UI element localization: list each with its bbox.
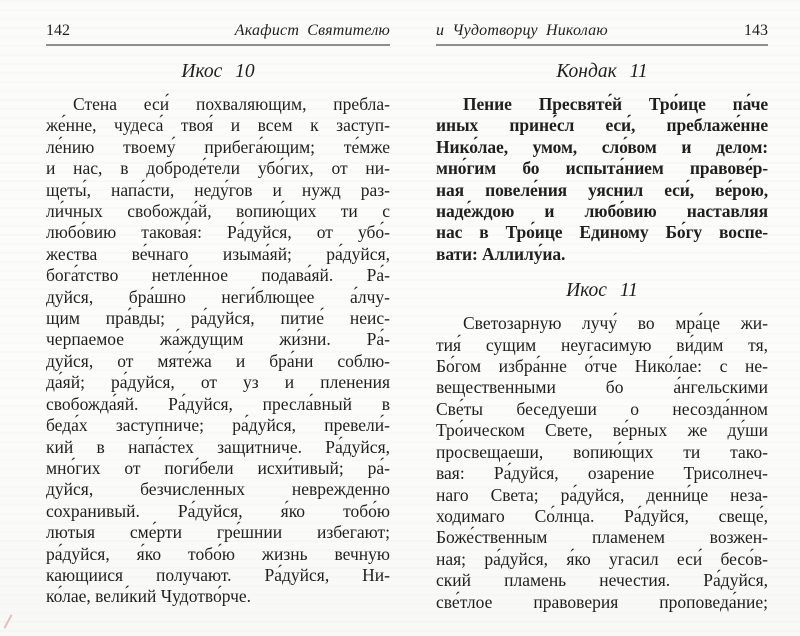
text-line: мно́гим бо испыта́нием правове́р- xyxy=(436,158,768,179)
text-line: просвещаеши, вопию́щих ти тако- xyxy=(436,441,768,462)
text-line: ле́нию твоему́ прибега́ющим; те́мже xyxy=(46,136,390,157)
paragraph xyxy=(436,313,768,613)
text-line: лютыя сме́рти гре́шнии избегают; xyxy=(46,522,390,543)
page-body-left xyxy=(46,61,390,608)
paragraph xyxy=(436,94,768,265)
text-line: Бо́гом избра́нне о́тче Нико́лае: с не- xyxy=(436,356,768,377)
section-heading: Икос 10 xyxy=(181,61,255,82)
text-line: ная повеле́ния уяснил еси́, ве́рою, xyxy=(436,179,768,200)
section-heading: Икос 11 xyxy=(566,280,638,302)
text-line: Пение Пресвяте́й Тро́ице па́че xyxy=(463,94,768,114)
text-line: ходимаго Со́лнца. Ра́дуйся, свеще́, xyxy=(436,505,768,526)
text-line: наго Света; ра́дуйся, денни́це неза- xyxy=(436,484,768,505)
text-line: и нас, в доброде́тели убо́гих, от ни- xyxy=(46,158,390,179)
text-line: наде́ждою и любо́вию наставляя xyxy=(436,201,768,222)
text-line: вати: Аллилу́иа. xyxy=(436,243,566,264)
text-line: свобожда́яй. Ра́дуйся, пресла́вный в xyxy=(46,393,390,414)
text-line: све́тлое правоверия проповеда́ние; xyxy=(436,591,768,612)
text-line: черпаемое жа́ждущим жи́зни. Ра́- xyxy=(46,329,390,350)
text-line: сохранивый. Ра́дуйся, я́ко тобо́ю xyxy=(46,500,390,521)
text-line: ная; ра́дуйся, я́ко угасил еси́ бесо́в- xyxy=(436,548,768,569)
running-title-left: Акафист Святителю xyxy=(234,22,390,39)
text-line: нас в Тро́ице Единому Бо́гу воспе- xyxy=(436,222,768,243)
text-line: щеты́, напа́сти, неду́гов и нужд раз- xyxy=(46,179,390,200)
text-line: вещественными бо а́нгельскими xyxy=(436,377,768,398)
text-line: кий в напа́стех защитниче. Ра́дуйся, xyxy=(46,436,390,457)
text-line: тия́ сущим неугасимую ви́дим тя, xyxy=(436,334,768,355)
text-line: ко́лае, вели́кий Чудотво́рче. xyxy=(46,586,252,607)
text-line: ский пламень нечестия. Ра́дуйся, xyxy=(436,570,768,591)
page-header-left xyxy=(46,21,390,46)
text-line: кающиися получают. Ра́дуйся, Ни- xyxy=(46,564,390,585)
text-line: бога́тство нетле́нное подава́яй. Ра́- xyxy=(46,265,390,286)
text-line: вая: Ра́дуйся, озарение Трисолнеч- xyxy=(436,463,768,484)
text-line: дуйся, бра́шно неги́блющее а́лчу- xyxy=(46,286,390,307)
text-line: да́яй; ра́дуйся, от уз и пленения xyxy=(46,372,390,393)
page-body-right xyxy=(436,61,768,613)
text-line: дуйся, от мяте́жа и бра́ни соблю- xyxy=(46,350,390,371)
text-line: Светозарную лучу́ во мра́це жи- xyxy=(463,313,768,334)
text-line: Тро́ическом Свете, ве́рных же ду́ши xyxy=(436,420,768,441)
text-line: жества ве́чнаго изыма́яй; ра́дуйся, xyxy=(46,243,390,264)
section-heading: Кондак 11 xyxy=(556,61,648,82)
text-line: Стена еси́ похваляющим, пребла- xyxy=(73,94,390,114)
text-line: любо́вию такова́я: Ра́дуйся, от убо́- xyxy=(46,222,390,243)
paragraph xyxy=(46,94,390,608)
text-line: мно́гих от поги́бели исхи́тивый; ра́- xyxy=(46,457,390,478)
page-header-right xyxy=(436,21,768,46)
text-line: ли́чных свобожда́й, вопию́щих ти с xyxy=(46,201,390,222)
page-number-left: 142 xyxy=(46,22,70,39)
text-line: иных прине́сл еси́, преблаже́нне xyxy=(436,115,768,136)
text-line: беда́х заступниче; ра́дуйся, превели́- xyxy=(46,415,390,436)
text-line: же́нне, чудеса́ твоя́ и всем к заступ- xyxy=(46,115,390,136)
text-line: ра́дуйся, я́ко тобо́ю жизнь вечную xyxy=(46,543,390,564)
page-right xyxy=(400,0,800,636)
running-title-right: и Чудотворцу Николаю xyxy=(436,22,608,39)
text-line: щим пра́вды; ра́дуйся, питие́ неис- xyxy=(46,308,390,329)
text-line: Нико́лае, умом, сло́вом и делом: xyxy=(436,136,768,157)
page-number-right: 143 xyxy=(744,22,768,39)
text-line: Све́ты беседуеши о несозда́нном xyxy=(436,398,768,419)
text-line: дуйся, безчисленных неврежденно xyxy=(46,479,390,500)
text-line: Боже́ственным пламенем возжен- xyxy=(436,527,768,548)
